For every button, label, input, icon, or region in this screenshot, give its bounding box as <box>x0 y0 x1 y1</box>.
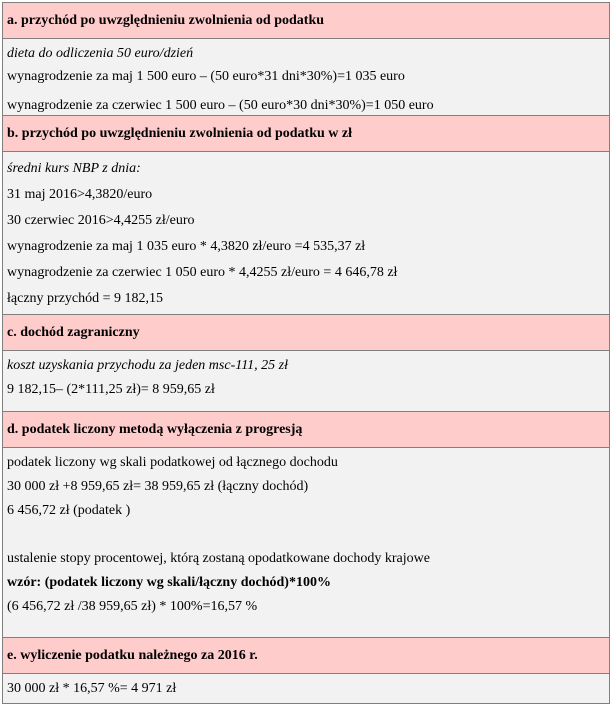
foreign-income-line: 9 182,15– (2*111,25 zł)= 8 959,65 zł <box>7 382 215 397</box>
section-d-body <box>3 448 609 638</box>
section-e-header: e. wyliczenie podatku należnego za 2016 r. <box>3 638 609 674</box>
may-salary-line: wynagrodzenie za maj 1 500 euro – (50 euro*31 dni*30%)=1 035 euro <box>7 69 405 84</box>
june-salary-line: wynagrodzenie za czerwiec 1 500 euro – (50 euro*30 dni*30%)=1 050 euro <box>7 98 434 113</box>
section-c-header: c. dochód zagraniczny <box>3 315 609 351</box>
cost-note: koszt uzyskania przychodu za jeden msc-111, 25 zł <box>7 358 288 373</box>
may-salary-pln-line: wynagrodzenie za maj 1 035 euro * 4,3820 zł/euro =4 535,37 zł <box>7 239 366 254</box>
june-salary-pln-line: wynagrodzenie za czerwiec 1 050 euro * 4,4255 zł/euro = 4 646,78 zł <box>7 265 398 280</box>
rate-setting-line: ustalenie stopy procentowej, którą zostaną opodatkowane dochody krajowe <box>7 551 430 566</box>
section-a-header: a. przychód po uwzględnieniu zwolnienia od podatku <box>3 3 609 39</box>
allowance-note: dieta do odliczenia 50 euro/dzień <box>7 46 194 61</box>
section-b-body <box>3 152 609 315</box>
rate-result-line: (6 456,72 zł /38 959,65 zł) * 100%=16,57 % <box>7 599 258 614</box>
tax-due-line: 30 000 zł * 16,57 %= 4 971 zł <box>7 681 177 696</box>
formula-line: wzór: (podatek liczony wg skali/łączny dochód)*100% <box>7 575 331 590</box>
section-d-header: d. podatek liczony metodą wyłączenia z progresją <box>3 412 609 448</box>
section-a-body <box>3 39 609 116</box>
section-b-header: b. przychód po uwzględnieniu zwolnienia od podatku w zł <box>3 116 609 152</box>
section-e-body <box>3 674 609 704</box>
rate-may-line: 31 maj 2016>4,3820/euro <box>7 187 153 202</box>
total-revenue-line: łączny przychód = 9 182,15 <box>7 291 164 306</box>
tax-amount-line: 6 456,72 zł (podatek ) <box>7 503 131 518</box>
section-c-body <box>3 351 609 412</box>
tax-scale-line: podatek liczony wg skali podatkowej od łącznego dochodu <box>7 455 338 470</box>
total-income-line: 30 000 zł +8 959,65 zł= 38 959,65 zł (łączny dochód) <box>7 479 309 494</box>
rate-june-line: 30 czerwiec 2016>4,4255 zł/euro <box>7 213 195 228</box>
exchange-rate-note: średni kurs NBP z dnia: <box>7 161 141 176</box>
tax-calculation-table <box>2 2 610 704</box>
